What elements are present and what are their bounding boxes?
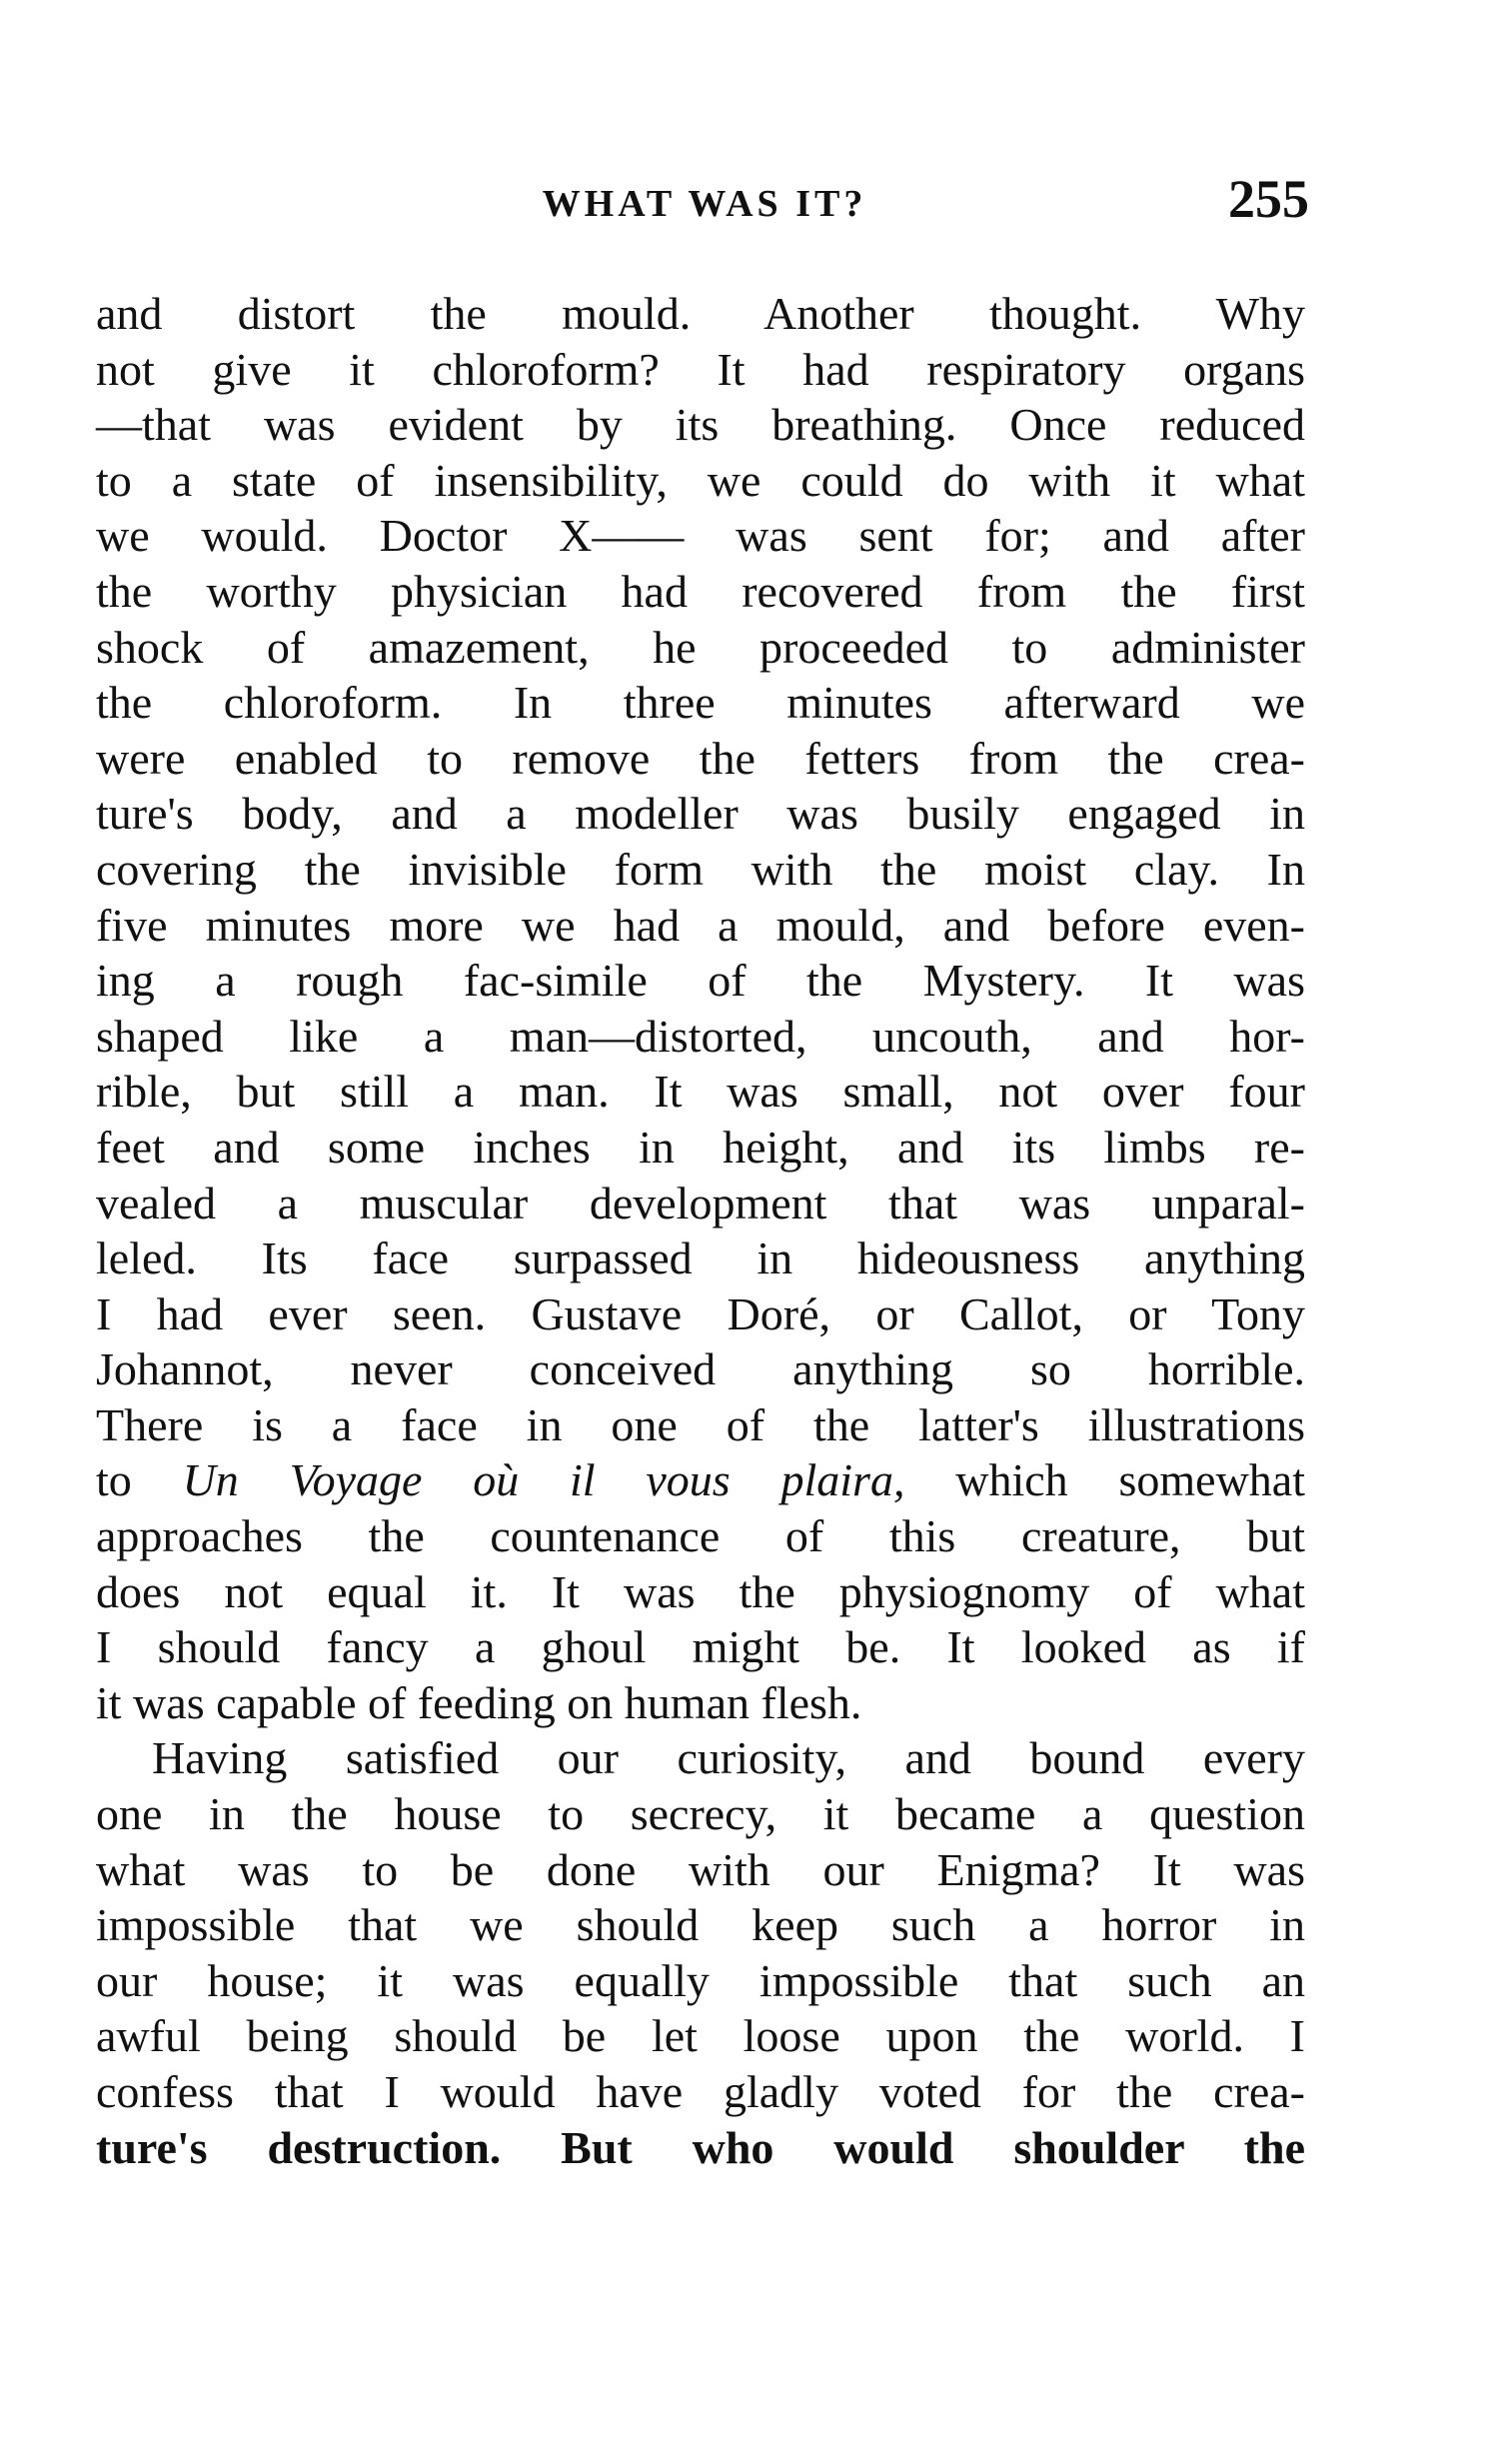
text-line: shaped like a man—distorted, uncouth, and hor-: [96, 1010, 1305, 1062]
paragraph-start-line: Having satisfied our curiosity, and bound every: [152, 1732, 1305, 1784]
text-line: were enabled to remove the fetters from the crea-: [96, 732, 1305, 784]
text-line: leled. Its face surpassed in hideousness anything: [96, 1232, 1305, 1284]
text-line: not give it chloroform? It had respiratory organs: [96, 343, 1305, 395]
text-line: we would. Doctor X—— was sent for; and after: [96, 510, 1305, 562]
paragraph-end-line: it was capable of feeding on human flesh.: [96, 1676, 862, 1728]
running-title: WHAT WAS IT?: [542, 183, 867, 225]
text-line: five minutes more we had a mould, and before even-: [96, 899, 1305, 951]
text-line: I had ever seen. Gustave Doré, or Callot, or Tony: [96, 1287, 1305, 1339]
text-line: impossible that we should keep such a horror in: [96, 1899, 1305, 1951]
text-line: Johannot, never conceived anything so horrible.: [96, 1343, 1305, 1395]
text-line: I should fancy a ghoul might be. It looked as if: [96, 1621, 1305, 1673]
text-line: rible, but still a man. It was small, not over four: [96, 1066, 1305, 1118]
text-line: and distort the mould. Another thought. Why: [96, 288, 1305, 339]
text-line: ture's destruction. But who would shoulder the: [96, 2121, 1305, 2173]
text-line: feet and some inches in height, and its limbs re-: [96, 1121, 1305, 1173]
text-line: shock of amazement, he proceeded to administer: [96, 621, 1305, 673]
page-number: 255: [1228, 169, 1309, 229]
book-title: Un Voyage où il vous plaira,: [182, 1454, 905, 1506]
text-line: ture's body, and a modeller was busily engaged in: [96, 788, 1305, 840]
body-text: [96, 286, 1305, 2175]
text-line: does not equal it. It was the physiognomy of what: [96, 1565, 1305, 1617]
running-head: [100, 168, 1309, 238]
text-line: awful being should be let loose upon the world. I: [96, 2010, 1305, 2062]
text-line: confess that I would have gladly voted for the crea-: [96, 2066, 1305, 2117]
text-line: what was to be done with our Enigma? It was: [96, 1843, 1305, 1895]
text-line: our house; it was equally impossible that such an: [96, 1954, 1305, 2006]
text-line: approaches the countenance of this creature, but: [96, 1510, 1305, 1562]
line-suffix: which somewhat: [955, 1454, 1305, 1506]
text-line: covering the invisible form with the moist clay. In: [96, 843, 1305, 895]
text-line: to a state of insensibility, we could do with it what: [96, 454, 1305, 506]
text-line: vealed a muscular development that was unparal-: [96, 1177, 1305, 1228]
text-line: one in the house to secrecy, it became a question: [96, 1788, 1305, 1840]
line-prefix: to: [96, 1454, 132, 1506]
text-line: ing a rough fac-simile of the Mystery. It was: [96, 955, 1305, 1007]
text-line-with-title: [96, 1452, 1305, 1508]
text-line: There is a face in one of the latter's illustrations: [96, 1398, 1305, 1450]
text-line: the chloroform. In three minutes afterward we: [96, 677, 1305, 729]
text-line: —that was evident by its breathing. Once reduced: [96, 399, 1305, 451]
text-line: the worthy physician had recovered from the first: [96, 565, 1305, 617]
